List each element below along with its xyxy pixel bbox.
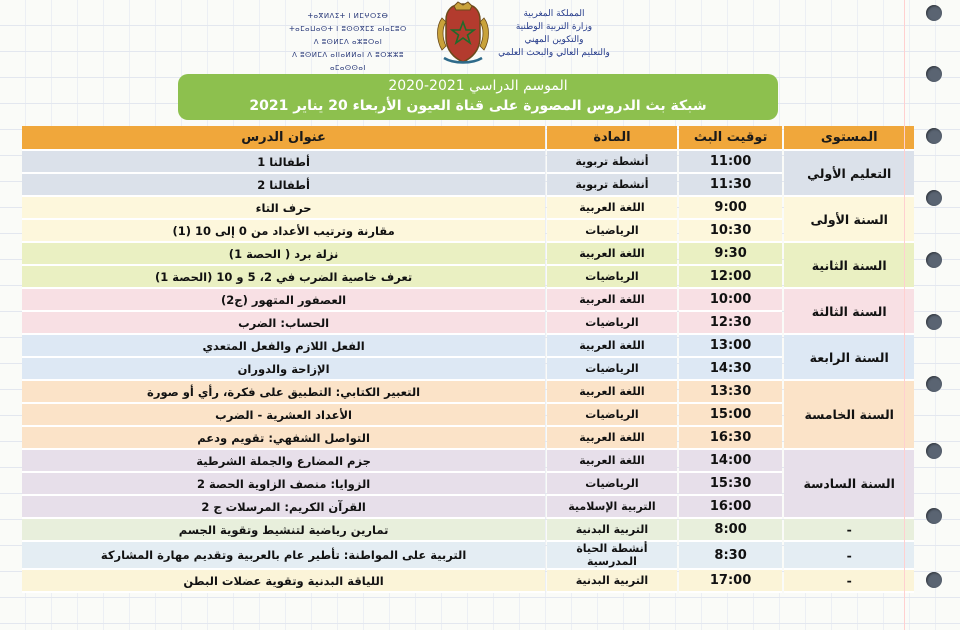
time-cell: 11:30 (679, 174, 783, 197)
lesson-title-cell: الأعداد العشرية - الضرب (22, 404, 545, 427)
table-row (22, 312, 914, 335)
table-row (22, 197, 914, 220)
subject-cell: الرياضيات (547, 473, 677, 496)
tifinagh-line: ⵜⴰⵎⴰⵡⴰⵙⵜ ⵏ ⵓⵙⵙⴳⵎⵉ ⴰⵏⴰⵎⵓⵔ (289, 25, 407, 33)
tifinagh-line: ⴷ ⵓⵙⵍⵎⴷ ⴰⵣⵓⵔⴰⵏ (313, 38, 383, 46)
subject-cell: الرياضيات (547, 266, 677, 289)
subject-cell: الرياضيات (547, 312, 677, 335)
ministry-name-arabic (496, 8, 612, 60)
lesson-title-cell: العصفور المتهور (ج2) (22, 289, 545, 312)
subject-cell: الرياضيات (547, 404, 677, 427)
time-cell: 9:00 (679, 197, 783, 220)
time-cell: 14:00 (679, 450, 783, 473)
time-cell: 13:00 (679, 335, 783, 358)
header-time: توقيت البث (679, 126, 783, 151)
table-row (22, 381, 914, 404)
time-cell: 15:30 (679, 473, 783, 496)
subject-cell: التربية البدنية (547, 570, 677, 593)
broadcast-schedule-table (20, 126, 916, 593)
level-cell: السنة الأولى (784, 197, 914, 243)
ministry-line: المملكة المغربية (523, 9, 585, 19)
time-cell: 12:00 (679, 266, 783, 289)
table-header-row (22, 126, 914, 151)
lesson-title-cell: أطفالنا 2 (22, 174, 545, 197)
table-row (22, 151, 914, 174)
time-cell: 13:30 (679, 381, 783, 404)
subject-cell: التربية البدنية (547, 519, 677, 542)
subject-cell: أنشطة تربوية (547, 151, 677, 174)
subject-cell: اللغة العربية (547, 450, 677, 473)
time-cell: 8:00 (679, 519, 783, 542)
time-cell: 9:30 (679, 243, 783, 266)
time-cell: 10:30 (679, 220, 783, 243)
lesson-title-cell: أطفالنا 1 (22, 151, 545, 174)
binder-edge (904, 0, 905, 630)
binder-hole-icon (926, 190, 942, 206)
table-row (22, 358, 914, 381)
lesson-title-cell: تعرف خاصية الضرب في 2، 5 و 10 (الحصة 1) (22, 266, 545, 289)
school-year-title: الموسم الدراسي 2021-2020 (388, 78, 568, 94)
title-banner (178, 74, 778, 120)
lesson-title-cell: التربية على المواطنة: تأطير عام بالعربية وتقديم مهارة المشاركة (22, 542, 545, 570)
table-body (22, 151, 914, 593)
lesson-title-cell: جزم المضارع والجملة الشرطية (22, 450, 545, 473)
level-cell: السنة السادسة (784, 450, 914, 519)
document-header (280, 0, 610, 72)
lesson-title-cell: اللياقة البدنية وتقوية عضلات البطن (22, 570, 545, 593)
time-cell: 12:30 (679, 312, 783, 335)
ministry-line: وزارة التربية الوطنية (515, 22, 593, 32)
time-cell: 10:00 (679, 289, 783, 312)
lesson-title-cell: حرف التاء (22, 197, 545, 220)
level-cell: - (784, 542, 914, 570)
time-cell: 16:00 (679, 496, 783, 519)
subject-cell: اللغة العربية (547, 243, 677, 266)
subject-cell: اللغة العربية (547, 427, 677, 450)
level-cell: التعليم الأولي (784, 151, 914, 197)
header-level: المستوى (784, 126, 914, 151)
time-cell: 17:00 (679, 570, 783, 593)
table-row (22, 220, 914, 243)
table-row (22, 473, 914, 496)
subject-cell: اللغة العربية (547, 335, 677, 358)
header-subject: المادة (547, 126, 677, 151)
binder-hole-icon (926, 252, 942, 268)
time-cell: 16:30 (679, 427, 783, 450)
lesson-title-cell: الإزاحة والدوران (22, 358, 545, 381)
subject-cell: أنشطة الحياة المدرسية (547, 542, 677, 570)
table-row (22, 570, 914, 593)
subject-cell: التربية الإسلامية (547, 496, 677, 519)
level-cell: - (784, 519, 914, 542)
subject-cell: اللغة العربية (547, 197, 677, 220)
broadcast-schedule-title: شبكة بث الدروس المصورة على قناة العيون الأربعاء 20 يناير 2021 (249, 98, 707, 114)
lesson-title-cell: الزوايا: منصف الزاوية الحصة 2 (22, 473, 545, 496)
time-cell: 11:00 (679, 151, 783, 174)
level-cell: - (784, 570, 914, 593)
level-cell: السنة الرابعة (784, 335, 914, 381)
lesson-title-cell: التواصل الشفهي: تقويم ودعم (22, 427, 545, 450)
table-row (22, 404, 914, 427)
lesson-title-cell: القرآن الكريم: المرسلات ج 2 (22, 496, 545, 519)
ministry-line: والتعليم العالي والبحث العلمي (498, 48, 610, 58)
lesson-title-cell: نزلة برد ( الحصة 1) (22, 243, 545, 266)
level-cell: السنة الثانية (784, 243, 914, 289)
table-row (22, 496, 914, 519)
lesson-title-cell: مقارنة وترتيب الأعداد من 0 إلى 10 (1) (22, 220, 545, 243)
lesson-title-cell: تمارين رياضية لتنشيط وتقوية الجسم (22, 519, 545, 542)
tifinagh-line: ⴷ ⵓⵙⵍⵎⴷ ⴰⵏⵏⴰⵍⵍⴰⵏ ⴷ ⵓⵔⵣⵣⵓ ⴰⵎⴰⵙⵙⴰⵏ (292, 51, 404, 72)
subject-cell: اللغة العربية (547, 289, 677, 312)
lesson-title-cell: الفعل اللازم والفعل المتعدي (22, 335, 545, 358)
subject-cell: اللغة العربية (547, 381, 677, 404)
binder-hole-icon (926, 508, 942, 524)
tifinagh-line: ⵜⴰⴳⵍⴷⵉⵜ ⵏ ⵍⵎⵖⵔⵉⴱ (307, 12, 389, 20)
table-row (22, 427, 914, 450)
table-row (22, 289, 914, 312)
time-cell: 15:00 (679, 404, 783, 427)
time-cell: 14:30 (679, 358, 783, 381)
binder-hole-icon (926, 128, 942, 144)
binder-hole-icon (926, 376, 942, 392)
royal-emblem-icon (432, 0, 494, 66)
ministry-line: والتكوين المهني (524, 35, 584, 45)
table-row (22, 174, 914, 197)
ministry-name-tifinagh (288, 10, 408, 75)
table-row (22, 243, 914, 266)
binder-hole-icon (926, 443, 942, 459)
table-row (22, 266, 914, 289)
level-cell: السنة الخامسة (784, 381, 914, 450)
binder-hole-icon (926, 572, 942, 588)
lesson-title-cell: التعبير الكتابي: التطبيق على فكرة، رأي أو صورة (22, 381, 545, 404)
header-title: عنوان الدرس (22, 126, 545, 151)
table-row (22, 542, 914, 570)
subject-cell: الرياضيات (547, 358, 677, 381)
binder-hole-icon (926, 66, 942, 82)
time-cell: 8:30 (679, 542, 783, 570)
binder-hole-icon (926, 314, 942, 330)
level-cell: السنة الثالثة (784, 289, 914, 335)
table-row (22, 335, 914, 358)
notebook-binder (900, 0, 960, 630)
binder-hole-icon (926, 5, 942, 21)
subject-cell: الرياضيات (547, 220, 677, 243)
lesson-title-cell: الحساب: الضرب (22, 312, 545, 335)
table-row (22, 450, 914, 473)
subject-cell: أنشطة تربوية (547, 174, 677, 197)
table-row (22, 519, 914, 542)
